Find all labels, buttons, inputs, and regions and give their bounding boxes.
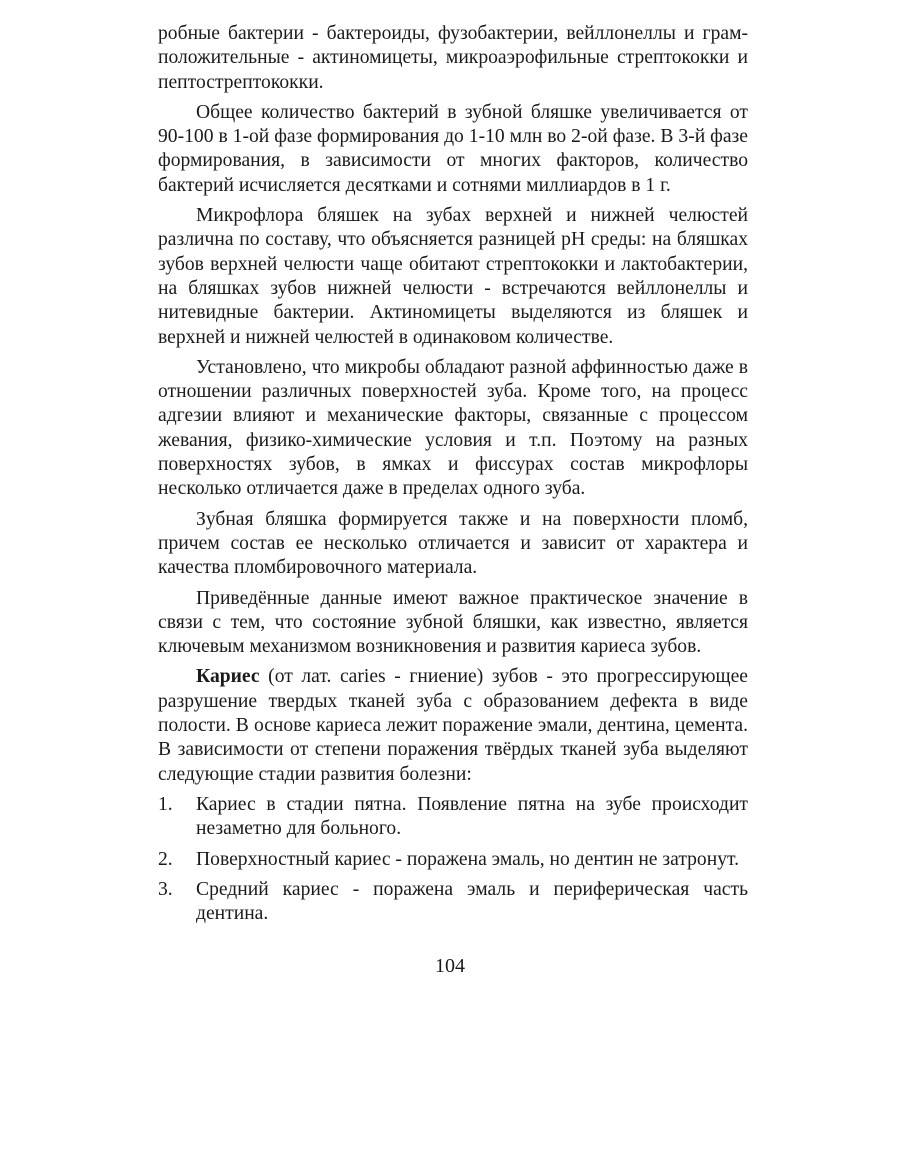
list-item-text: Кариес в стадии пятна. Появление пятна на зубе происходит незаметно для больного. bbox=[196, 793, 748, 840]
list-item bbox=[158, 848, 748, 872]
list-item-number: 3. bbox=[158, 878, 173, 900]
paragraph-caries-definition bbox=[158, 665, 748, 786]
document-page bbox=[158, 22, 748, 932]
list-item-text: Средний кариес - поражена эмаль и периферическая часть дентина. bbox=[196, 878, 748, 925]
list-item-number: 2. bbox=[158, 848, 173, 870]
list-item-number: 1. bbox=[158, 793, 173, 815]
paragraph-practical-value: Приведённые данные имеют важное практическое значение в связи с тем, что состояние зубной бляшки, как известно, является ключевым механизмом возникновения и развития кариеса зубов. bbox=[158, 587, 748, 658]
caries-term: Кариес bbox=[196, 666, 260, 688]
list-item bbox=[158, 878, 748, 927]
list-item bbox=[158, 793, 748, 842]
paragraph-affinity: Установлено, что микробы обладают разной аффинностью даже в отношении различных поверхностей зуба. Кроме того, на процесс адгезии влияют и механические факторы, связанные с процессом жевания, физико-химические условия и т.п. Поэтому на разных поверхностях зубов, в ямках и фиссурах состав микрофлоры несколько отличается даже в пределах одного зуба. bbox=[158, 356, 748, 500]
paragraph-microflora-jaws: Микрофлора бляшек на зубах верхней и нижней челюстей различна по составу, что объясняется разницей pH среды: на бляшках зубов верхней челюсти чаще обитают стрептококки и лактобактерии, на бляшках зубов нижней челюсти - встречаются вейллонеллы и нитевидные бактерии. Актиномицеты выделяются из бляшек и верхней и нижней челюстей в одинаковом количестве. bbox=[158, 205, 748, 348]
paragraph-fillings: Зубная бляшка формируется также и на поверхности пломб, причем состав ее несколько отличается и зависит от характера и качества пломбировочного материала. bbox=[158, 508, 748, 579]
caries-stages-list bbox=[158, 793, 748, 926]
caries-definition-text: (от лат. caries - гниение) зубов - это прогрессирующее разрушение твердых тканей зуба с образованием дефекта в виде полости. В основе кариеса лежит поражение эмали, дентина, цемента. В зависимости от степени поражения твёрдых тканей зуба выделяют следующие стадии развития болезни: bbox=[158, 666, 748, 785]
paragraph-bacteria-count: Общее количество бактерий в зубной бляшке увеличивается от 90-100 в 1-ой фазе формирования до 1-10 млн во 2-ой фазе. В 3-й фазе формирования, в зависимости от многих факторов, количество бактерий исчисляется десятками и сотнями миллиардов в 1 г. bbox=[158, 101, 748, 196]
page-number: 104 bbox=[435, 955, 465, 977]
list-item-text: Поверхностный кариес - поражена эмаль, но дентин не затронут. bbox=[196, 848, 739, 870]
paragraph-bacteria-types: робные бактерии - бактероиды, фузобактерии, вейллонеллы и грамположительные - актиномицеты, микроаэрофильные стрептококки и пептострептококки. bbox=[158, 23, 748, 93]
